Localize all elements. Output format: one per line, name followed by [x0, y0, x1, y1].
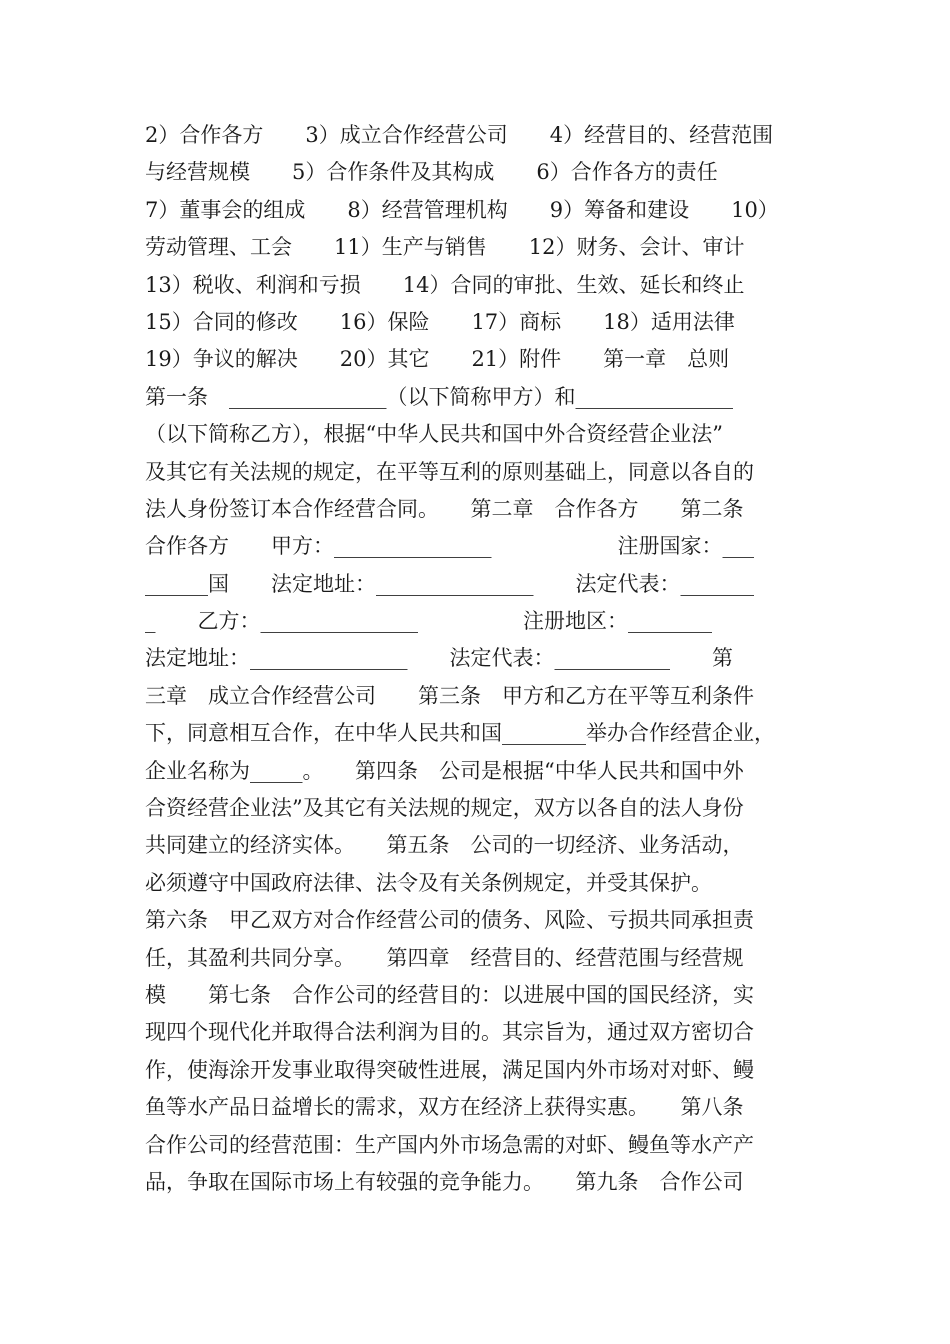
- text-line: 现四个现代化并取得合法利润为目的。其宗旨为，通过双方密切合: [145, 1020, 754, 1045]
- text-line: 合作各方 甲方：_______________ 注册国家：___: [145, 534, 754, 559]
- text-line: 共同建立的经济实体。 第五条 公司的一切经济、业务活动，: [145, 833, 744, 858]
- text-line: 15）合同的修改 16）保险 17）商标 18）适用法律: [145, 309, 735, 334]
- text-line: 19）争议的解决 20）其它 21）附件 第一章 总则: [145, 347, 730, 372]
- text-line: 第一条 _______________（以下简称甲方）和_______________: [145, 384, 733, 409]
- text-line: 企业名称为_____。 第四条 公司是根据“中华人民共和国中外: [145, 758, 744, 783]
- text-line: 下，同意相互合作，在中华人民共和国________举办合作经营企业，: [145, 721, 775, 746]
- text-line: 鱼等水产品日益增长的需求，双方在经济上获得实惠。 第八条: [145, 1095, 744, 1120]
- text-line: 13）税收、利润和亏损 14）合同的审批、生效、延长和终止: [145, 272, 745, 297]
- text-line: ______国 法定地址：_______________ 法定代表：_______: [145, 571, 754, 596]
- text-line: 模 第七条 合作公司的经营目的：以进展中国的国民经济，实: [145, 982, 754, 1007]
- text-line: 品，争取在国际市场上有较强的竞争能力。 第九条 合作公司: [145, 1169, 744, 1194]
- text-line: 第六条 甲乙双方对合作经营公司的债务、风险、亏损共同承担责: [145, 908, 754, 933]
- text-line: 合作公司的经营范围：生产国内外市场急需的对虾、鳗鱼等水产产: [145, 1132, 754, 1157]
- text-line: 三章 成立合作经营公司 第三条 甲方和乙方在平等互利条件: [145, 683, 754, 708]
- text-line: _ 乙方：_______________ 注册地区：________: [145, 609, 712, 634]
- text-line: 及其它有关法规的规定，在平等互利的原则基础上，同意以各自的: [145, 459, 754, 484]
- text-line: 劳动管理、工会 11）生产与销售 12）财务、会计、审计: [145, 235, 745, 260]
- text-line: 与经营规模 5）合作条件及其构成 6）合作各方的责任: [145, 160, 718, 185]
- text-line: 7）董事会的组成 8）经营管理机构 9）筹备和建设 10）: [145, 197, 779, 222]
- text-line: 2）合作各方 3）成立合作经营公司 4）经营目的、经营范围: [145, 123, 774, 147]
- text-line: 法定地址：_______________ 法定代表：___________ 第: [145, 646, 733, 671]
- text-line: （以下简称乙方），根据“中华人民共和国中外合资经营企业法”: [145, 422, 723, 447]
- text-line: 任，其盈利共同分享。 第四章 经营目的、经营范围与经营规: [145, 945, 744, 970]
- contract-text-body: [145, 117, 810, 1201]
- text-line: 必须遵守中国政府法律、法令及有关条例规定，并受其保护。: [145, 870, 712, 895]
- text-line: 合资经营企业法”及其它有关法规的规定，双方以各自的法人身份: [145, 796, 744, 821]
- text-line: 作，使海涂开发事业取得突破性进展，满足国内外市场对对虾、鳗: [145, 1057, 754, 1082]
- text-line: 法人身份签订本合作经营合同。 第二章 合作各方 第二条: [145, 496, 744, 521]
